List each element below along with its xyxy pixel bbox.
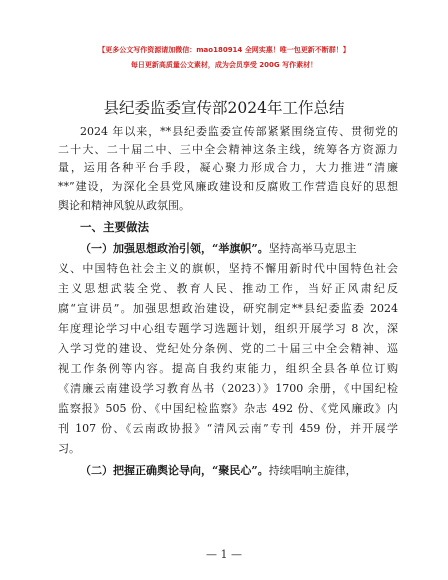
body-line: 视工作条例等内容。提高自我约束能力，组织全县各单位订购 bbox=[58, 362, 398, 375]
intro-line: 舆论和精神风貌从政氛围。 bbox=[58, 199, 190, 212]
subsection-2-text: 持续唱响主旋律， bbox=[268, 464, 357, 477]
subsection-1-first-line bbox=[80, 242, 398, 256]
body-line: 监察报》505 份、《中国纪检监察》杂志 492 份、《党风廉政》内 bbox=[58, 402, 398, 415]
intro-line: 二十大、二十届二中、三中全会精神这条主线，统筹各方资源力 bbox=[58, 143, 398, 156]
subsection-1-text: 坚持高举马克思主 bbox=[268, 242, 357, 255]
promo-banner-line-2: 每日更新高质量公文素材，成为会员享受 200G 写作素材！ bbox=[130, 61, 318, 69]
subsection-2-title: （二）把握正确舆论导向，“聚民心”。 bbox=[80, 464, 269, 477]
body-line: 腐“宣讲员”。加强思想政治建设，研究制定**县纪委监委 2024 bbox=[58, 302, 398, 315]
page-number: — 1 — bbox=[206, 548, 242, 561]
body-line: 《清廉云南建设学习教育丛书（2023）》1700 余册，《中国纪检 bbox=[58, 382, 398, 395]
document-title: 县纪委监委宣传部2024年工作总结 bbox=[103, 99, 345, 117]
intro-line: 2024 年以来，**县纪委监委宣传部紧紧围绕宣传、贯彻党的 bbox=[80, 125, 398, 138]
subsection-1-title: （一）加强思想政治引领，“举旗帜”。 bbox=[80, 242, 269, 255]
body-line: 刊 107 份、《云南政协报》“清风云南”专刊 459 份，并开展学 bbox=[58, 422, 398, 435]
body-line: 入学习党的建设、党纪处分条例、党的二十届三中全会精神、巡 bbox=[58, 342, 398, 355]
body-line: 主义思想武装全党、教育人民、推动工作，当好正风肃纪反 bbox=[58, 282, 398, 295]
subsection-2-first-line bbox=[80, 464, 398, 478]
body-line: 习。 bbox=[58, 442, 80, 455]
body-line: 年度理论学习中心组专题学习选题计划，组织开展学习 8 次，深 bbox=[58, 322, 398, 335]
body-line: 义、中国特色社会主义的旗帜，坚持不懈用新时代中国特色社会 bbox=[58, 262, 398, 275]
intro-line: **”建设，为深化全县党风廉政建设和反腐败工作营造良好的思想 bbox=[58, 180, 398, 193]
promo-banner-line-1: 【更多公文写作资源请加微信：mao180914 全网实惠！唯一包更新不断群！】 bbox=[98, 46, 350, 54]
section-heading: 一、主要做法 bbox=[80, 220, 149, 234]
intro-line: 量，运用各种平台手段，凝心聚力形成合力，大力推进“清廉 bbox=[58, 161, 398, 174]
